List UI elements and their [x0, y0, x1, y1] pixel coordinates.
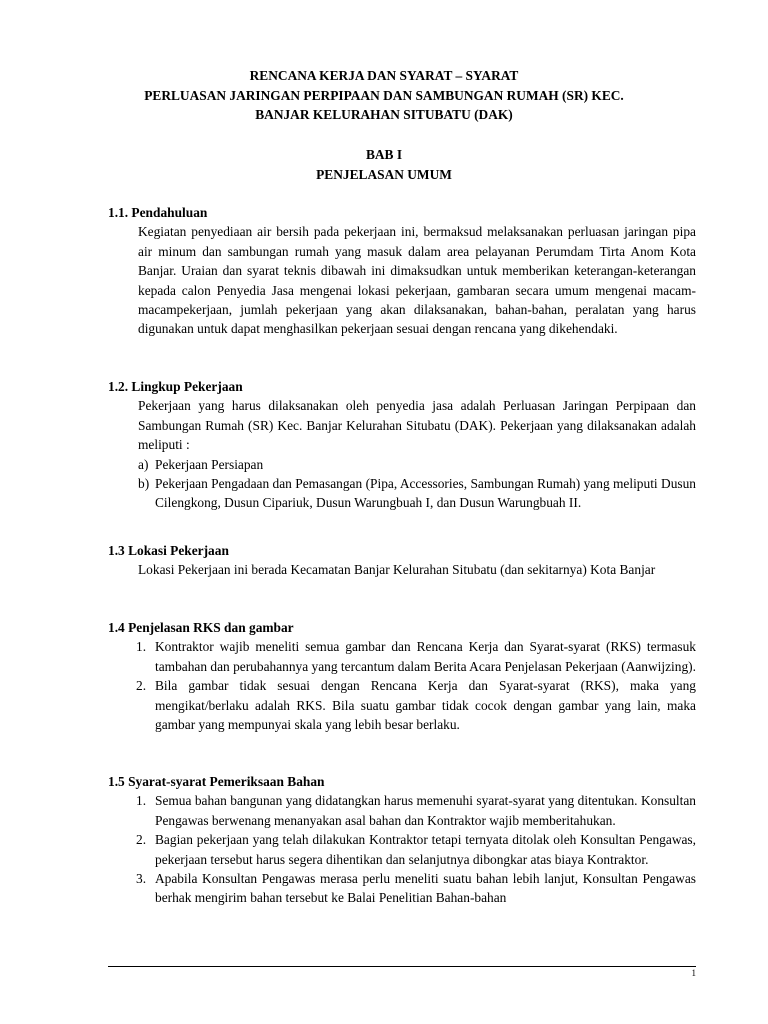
chapter-number: BAB I: [365, 147, 403, 162]
list-item: [136, 830, 696, 869]
list-marker: a): [138, 456, 149, 472]
list-item: [138, 474, 696, 513]
section-title: 1.2. Lingkup Pekerjaan: [108, 379, 243, 394]
title-line-3: BANJAR KELURAHAN SITUBATU (DAK): [255, 107, 513, 122]
section-penjelasan-rks: [108, 618, 696, 734]
list-item: [136, 791, 696, 830]
section-title: 1.1. Pendahuluan: [108, 205, 208, 220]
footer-divider: [108, 966, 696, 967]
section-pendahuluan: [108, 203, 696, 339]
list-marker: 1.: [136, 793, 147, 809]
list-marker: 2.: [136, 832, 147, 848]
list-item-text: Semua bahan bangunan yang didatangkan harus memenuhi syarat-syarat yang ditentukan. Konsultan Pengawas berwenang menanyakan asal bahan dan Kontraktor wajib memberitahukan.: [155, 793, 696, 828]
list-item-text: Kontraktor wajib meneliti semua gambar dan Rencana Kerja dan Syarat-syarat (RKS) termasuk tambahan dan perubahannya yang tercantum dalam Berita Acara Penjelasan Pekerjaan (Aanwijzing).: [155, 639, 696, 674]
list-marker: 2.: [136, 678, 147, 694]
list-item: [136, 676, 696, 734]
list-item-text: Pekerjaan Persiapan: [155, 456, 264, 472]
list-marker: b): [138, 476, 150, 492]
section-title: 1.3 Lokasi Pekerjaan: [108, 543, 229, 558]
section-title: 1.4 Penjelasan RKS dan gambar: [108, 620, 294, 635]
list-item-text: Bagian pekerjaan yang telah dilakukan Kontraktor tetapi ternyata ditolak oleh Konsultan Pengawas, pekerjaan tersebut harus segera dihentikan dan selanjutnya dibongkar atas biaya Kontraktor.: [155, 832, 696, 867]
title-line-1: RENCANA KERJA DAN SYARAT – SYARAT: [249, 68, 519, 83]
list-item-text: Bila gambar tidak sesuai dengan Rencana Kerja dan Syarat-syarat (RKS), maka yang mengikat/berlaku adalah RKS. Bila suatu gambar tidak cocok dengan gambar yang lain, maka gambar yang mempunyai skala yang lebih besar berlaku.: [155, 678, 696, 733]
section-lingkup-pekerjaan: [108, 377, 696, 513]
chapter-title: PENJELASAN UMUM: [316, 166, 452, 182]
document-title: [0, 66, 768, 125]
list-item-text: Apabila Konsultan Pengawas merasa perlu meneliti suatu bahan lebih lanjut, Konsultan Pengawas berhak mengirim bahan tersebut ke Balai Penelitian Bahan-bahan: [155, 871, 696, 906]
title-line-2: PERLUASAN JARINGAN PERPIPAAN DAN SAMBUNGAN RUMAH (SR) KEC.: [144, 87, 624, 103]
list-item: [136, 869, 696, 908]
page-number: 1: [691, 968, 696, 978]
list-marker: 3.: [136, 871, 147, 887]
list-item-text: Pekerjaan Pengadaan dan Pemasangan (Pipa, Accessories, Sambungan Rumah) yang meliputi Dusun Cilengkong, Dusun Cipariuk, Dusun Warungbuah I, dan Dusun Warungbuah II.: [155, 476, 696, 511]
list-marker: 1.: [136, 639, 147, 655]
section-paragraph: Lokasi Pekerjaan ini berada Kecamatan Banjar Kelurahan Situbatu (dan sekitarnya) Kota Banjar: [138, 562, 656, 578]
section-lokasi-pekerjaan: [108, 541, 696, 580]
list-item: [138, 455, 696, 474]
section-paragraph: Pekerjaan yang harus dilaksanakan oleh penyedia jasa adalah Perluasan Jaringan Perpipaan dan Sambungan Rumah (SR) Kec. Banjar Kelurahan Situbatu (DAK). Pekerjaan yang dilaksanakan adalah meliputi :: [138, 398, 696, 453]
section-pemeriksaan-bahan: [108, 772, 696, 908]
chapter-heading: [0, 145, 768, 184]
section-paragraph: Kegiatan penyediaan air bersih pada pekerjaan ini, bermaksud melaksanakan perluasan jaringan pipa air minum dan sambungan rumah yang masuk dalam area pelayanan Perumdam Tirta Anom Kota Banjar. Uraian dan syarat teknis dibawah ini dimaksudkan untuk memberikan keterangan-keterangan kepada calon Penyedia Jasa mengenai lokasi pekerjaan, gambaran secara umum mengenai macam-macampekerjaan, jumlah pekerjaan yang akan dilaksanakan, bahan-bahan, peralatan yang harus digunakan untuk dapat menghasilkan pekerjaan sesuai dengan rencana yang dikehendaki.: [138, 224, 696, 337]
section-title: 1.5 Syarat-syarat Pemeriksaan Bahan: [108, 774, 325, 789]
list-item: [136, 637, 696, 676]
